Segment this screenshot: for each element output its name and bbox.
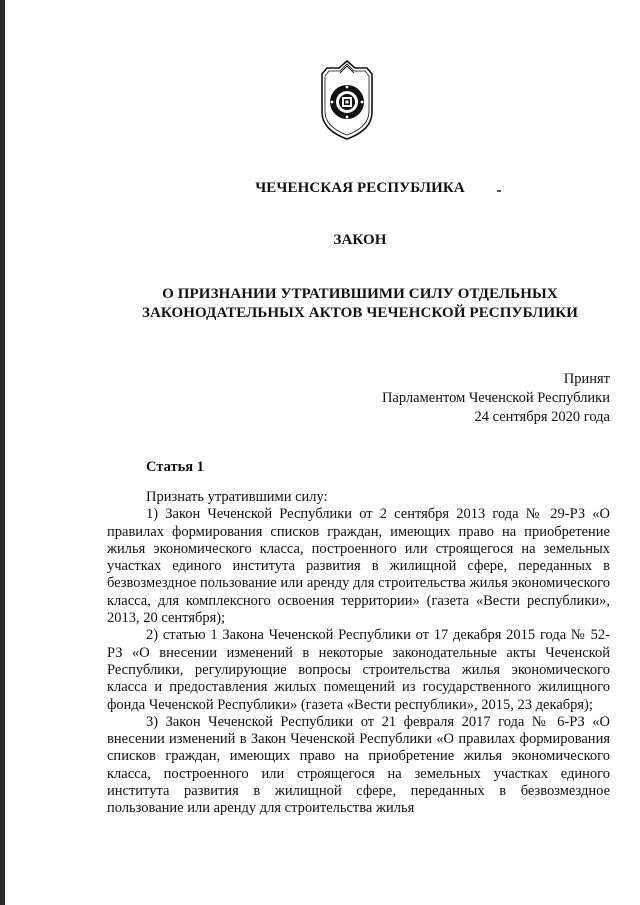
page-left-edge: [0, 0, 5, 905]
adoption-status: Принят: [563, 371, 610, 387]
article-item-1: 1) Закон Чеченской Республики от 2 сентября 2013 года № 29-РЗ «О правилах формирования списков граждан, имеющих право на приобретение жилья экономического класса, построенного или строящегося на земельных участках единого института развития в жилищной сфере, переданных в безвозмездное пользование или аренду для строительства жилья экономического класса, для комплексного освоения территории» (газета «Вести республики», 2013, 20 сентября);: [107, 506, 610, 627]
adoption-date: 24 сентября 2020 года: [474, 409, 610, 425]
law-title-line-2: ЗАКОНОДАТЕЛЬНЫХ АКТОВ ЧЕЧЕНСКОЙ РЕСПУБЛИКИ: [141, 305, 579, 321]
coat-of-arms-emblem: [320, 60, 374, 140]
article-item-2: 2) статью 1 Закона Чеченской Республики от 17 декабря 2015 года № 52-РЗ «О внесении изменений в некоторые законодательные акты Чеченской Республики, регулирующие вопросы строительства жилья экономического класса и предоставления жилых помещений из государственного жилищного фонда Чеченской Республики» (газета «Вести республики», 2015, 23 декабря);: [107, 627, 610, 713]
document-type-heading: ЗАКОН: [333, 232, 387, 248]
article-title: Статья 1: [146, 459, 204, 475]
article-body: [107, 489, 610, 818]
republic-heading: ЧЕЧЕНСКАЯ РЕСПУБЛИКА: [255, 180, 465, 196]
adoption-body: Парламентом Чеченской Республики: [381, 390, 610, 406]
emblem-icon: [320, 60, 374, 140]
adoption-block: [382, 370, 610, 427]
law-title-line-1: О ПРИЗНАНИИ УТРАТИВШИМИ СИЛУ ОТДЕЛЬНЫХ: [162, 286, 558, 302]
law-title: [40, 285, 640, 323]
article-item-3: 3) Закон Чеченской Республики от 21 февраля 2017 года № 6-РЗ «О внесении изменений в Закон Чеченской Республики «О правилах формирования списков граждан, имеющих право на приобретение жилья экономического класса, построенного или строящегося на земельных участках единого института развития в жилищной сфере, переданных в безвозмездное пользование или аренду для строительства жилья: [107, 713, 610, 817]
article-intro: Признать утратившими силу:: [146, 489, 328, 505]
